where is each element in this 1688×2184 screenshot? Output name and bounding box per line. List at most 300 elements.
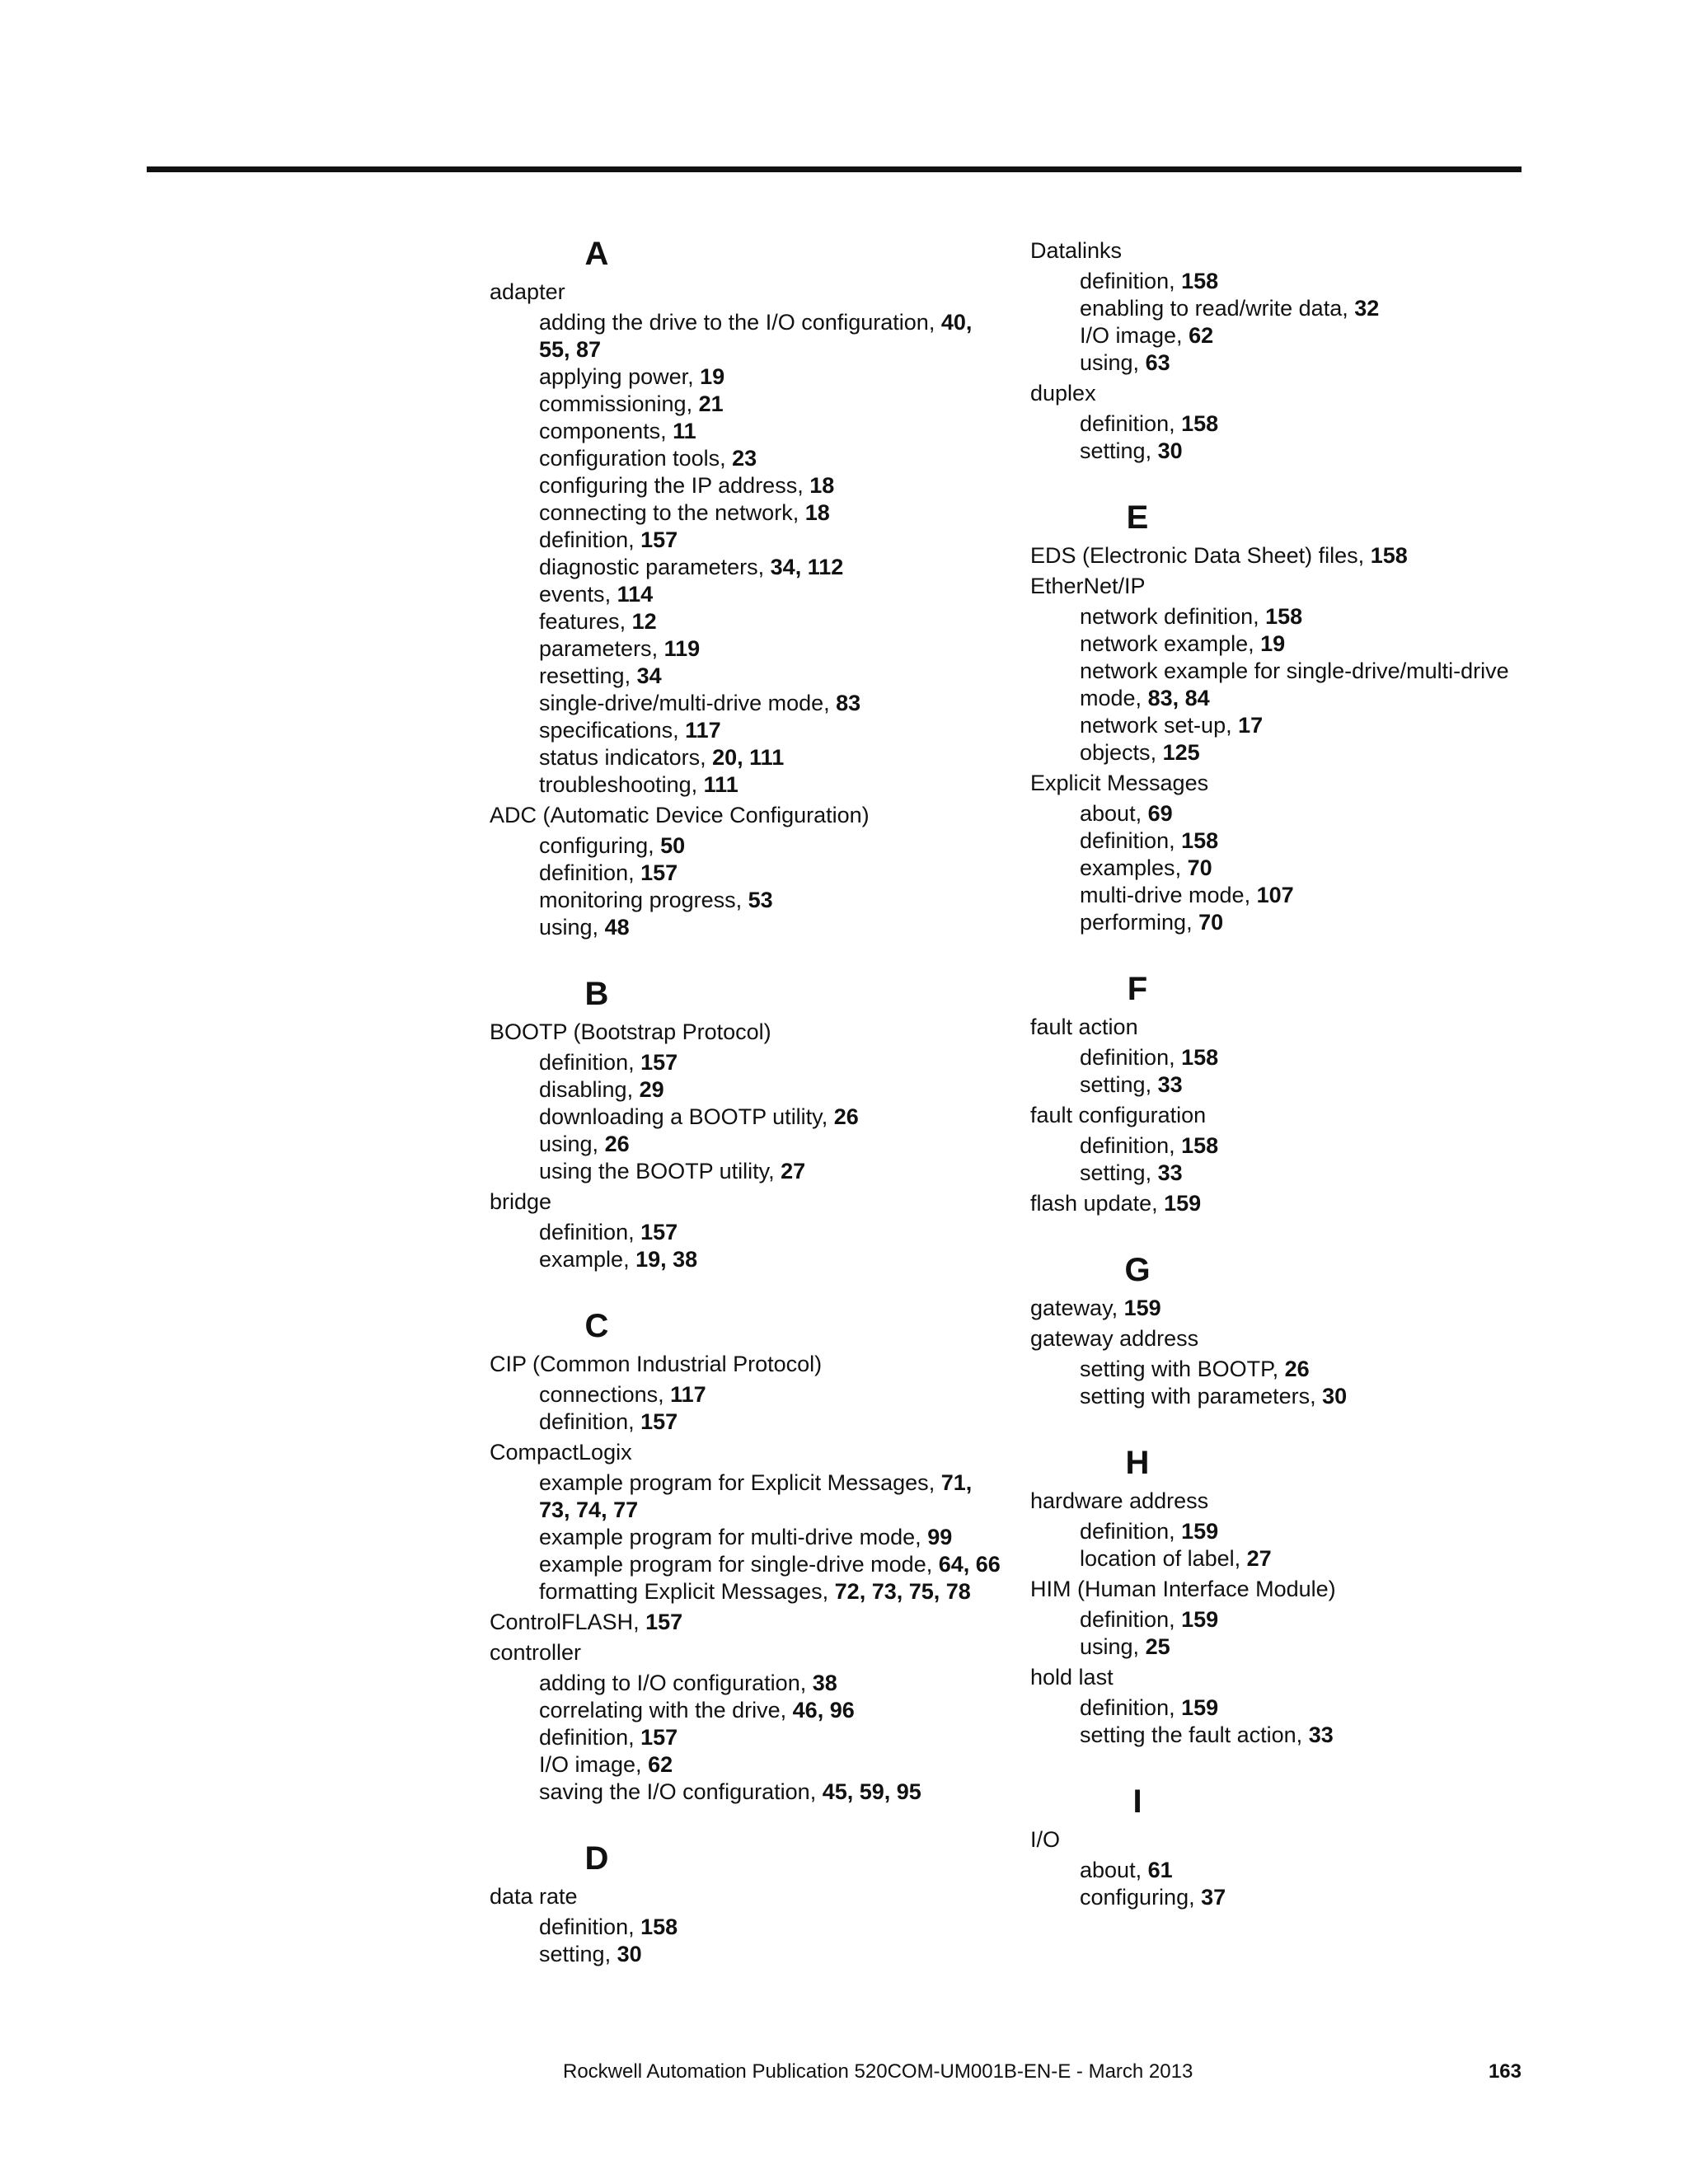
section-letter: C bbox=[584, 1308, 609, 1344]
subentry-text: setting with BOOTP bbox=[1080, 1357, 1273, 1381]
term-text: BOOTP (Bootstrap Protocol) bbox=[490, 1019, 771, 1044]
page-refs: 99 bbox=[927, 1525, 953, 1549]
page-refs: 26 bbox=[1284, 1357, 1310, 1381]
index-term bbox=[1030, 380, 1541, 407]
index-section bbox=[490, 237, 1001, 941]
subentry-text: disabling bbox=[539, 1077, 627, 1102]
page-refs: 119 bbox=[663, 636, 701, 661]
index-subentry: network set-up, 17 bbox=[1080, 713, 1264, 738]
subentry-text: definition bbox=[1080, 411, 1170, 436]
page-refs: 53 bbox=[748, 888, 773, 912]
index-subentry: connecting to the network, 18 bbox=[539, 500, 830, 525]
section-letter: A bbox=[584, 236, 609, 272]
page-refs: 19 bbox=[700, 364, 725, 389]
subentry-text: downloading a BOOTP utility bbox=[539, 1104, 822, 1129]
subentry-text: adding the drive to the I/O configuration bbox=[539, 310, 929, 335]
index-subentry: saving the I/O configuration, 45, 59, 95 bbox=[539, 1779, 921, 1804]
index-subentry: configuring, 50 bbox=[539, 833, 686, 858]
page-refs: 32 bbox=[1354, 296, 1380, 321]
page-refs: 26 bbox=[604, 1132, 630, 1156]
page-refs: 34 bbox=[636, 663, 662, 688]
index-subentry: status indicators, 20, 111 bbox=[539, 745, 785, 770]
index-subentry: setting, 33 bbox=[1080, 1160, 1183, 1185]
term-text: adapter bbox=[490, 279, 565, 304]
page-refs: 33 bbox=[1157, 1072, 1183, 1097]
index-subentry: configuration tools, 23 bbox=[539, 446, 757, 471]
subentry-text: using bbox=[539, 915, 593, 940]
page-refs: 20, 111 bbox=[712, 745, 785, 770]
subentry-text: definition bbox=[539, 527, 629, 552]
page-refs: 157 bbox=[640, 1220, 678, 1244]
page-refs: 33 bbox=[1308, 1722, 1334, 1747]
index-subentry: definition, 159 bbox=[1080, 1607, 1219, 1632]
index-subentry: network example, 19 bbox=[1080, 631, 1286, 656]
index-section bbox=[1030, 1785, 1541, 1911]
index-entry bbox=[490, 1883, 1001, 1968]
section-letter: G bbox=[1124, 1252, 1151, 1288]
page-refs: 25 bbox=[1145, 1634, 1170, 1659]
subentry-text: network example bbox=[1080, 631, 1249, 656]
index-column-right bbox=[1030, 237, 1541, 1947]
index-subentry: multi-drive mode, 107 bbox=[1080, 883, 1294, 907]
index-subentry: using, 26 bbox=[539, 1132, 630, 1156]
subentry-text: definition bbox=[1080, 1045, 1170, 1070]
term-text: controller bbox=[490, 1640, 582, 1665]
index-subentry: features, 12 bbox=[539, 609, 657, 634]
index-entry bbox=[1030, 237, 1541, 377]
index-section bbox=[1030, 1446, 1541, 1749]
index-subentry: about, 61 bbox=[1080, 1858, 1173, 1882]
term-text: Datalinks bbox=[1030, 238, 1123, 263]
index-subentry: definition, 157 bbox=[539, 1725, 678, 1750]
index-subentry: commissioning, 21 bbox=[539, 391, 724, 416]
index-subentry: example program for Explicit Messages, 71, 73, 74, 77 bbox=[539, 1470, 973, 1522]
page-number: 163 bbox=[1488, 2060, 1522, 2083]
index-subentry: definition, 157 bbox=[539, 1409, 678, 1434]
page-refs: 107 bbox=[1256, 883, 1294, 907]
term-text: Explicit Messages bbox=[1030, 771, 1209, 795]
subentry-text: enabling to read/write data bbox=[1080, 296, 1343, 321]
page-refs: 157 bbox=[640, 860, 678, 885]
term-text: gateway bbox=[1030, 1296, 1112, 1320]
page-refs: 45, 59, 95 bbox=[822, 1779, 921, 1804]
index-term: EDS (Electronic Data Sheet) files, 158 bbox=[1030, 543, 1408, 568]
subentry-text: using bbox=[539, 1132, 593, 1156]
page-refs: 159 bbox=[1181, 1607, 1219, 1632]
index-subentry: components, 11 bbox=[539, 419, 696, 443]
page-refs: 23 bbox=[732, 446, 757, 471]
page-refs: 70 bbox=[1198, 910, 1224, 935]
index-entry bbox=[1030, 1014, 1541, 1099]
subentry-text: applying power bbox=[539, 364, 688, 389]
page-refs: 125 bbox=[1162, 740, 1200, 765]
subentry-text: single-drive/multi-drive mode bbox=[539, 691, 824, 715]
page-refs: 30 bbox=[617, 1942, 642, 1966]
page-refs: 18 bbox=[804, 500, 830, 525]
index-term: flash update, 159 bbox=[1030, 1191, 1202, 1216]
term-text: gateway address bbox=[1030, 1326, 1199, 1351]
page-refs: 158 bbox=[1181, 828, 1219, 853]
subentry-text: definition bbox=[539, 1409, 629, 1434]
term-text: EDS (Electronic Data Sheet) files bbox=[1030, 543, 1358, 568]
index-entry bbox=[490, 1609, 1001, 1636]
index-subentry: disabling, 29 bbox=[539, 1077, 664, 1102]
index-subentry: diagnostic parameters, 34, 112 bbox=[539, 555, 844, 579]
page-refs: 158 bbox=[640, 1915, 678, 1939]
index-section bbox=[1030, 237, 1541, 465]
page-refs: 158 bbox=[1181, 1133, 1219, 1158]
index-entry bbox=[1030, 1576, 1541, 1661]
subentry-text: components bbox=[539, 419, 661, 443]
index-subentry: I/O image, 62 bbox=[539, 1752, 673, 1777]
index-section bbox=[490, 1842, 1001, 1968]
index-subentry: configuring, 37 bbox=[1080, 1885, 1226, 1910]
term-text: ControlFLASH bbox=[490, 1610, 634, 1634]
term-text: duplex bbox=[1030, 381, 1096, 405]
index-term bbox=[1030, 1488, 1541, 1515]
page-refs: 158 bbox=[1181, 1045, 1219, 1070]
subentry-text: I/O image bbox=[539, 1752, 636, 1777]
page-refs: 158 bbox=[1181, 269, 1219, 293]
index-subentry: definition, 158 bbox=[1080, 828, 1219, 853]
page-refs: 159 bbox=[1181, 1695, 1219, 1720]
index-entry bbox=[1030, 1826, 1541, 1911]
index-subentry: downloading a BOOTP utility, 26 bbox=[539, 1104, 859, 1129]
subentry-text: connections bbox=[539, 1382, 659, 1407]
subentry-text: definition bbox=[1080, 1519, 1170, 1544]
page-refs: 71, 73, 74, 77 bbox=[539, 1470, 973, 1522]
subentry-text: events bbox=[539, 582, 605, 607]
index-term bbox=[1030, 573, 1541, 600]
index-term bbox=[1030, 1102, 1541, 1129]
section-letter: F bbox=[1127, 971, 1148, 1007]
index-subentry: adding to I/O configuration, 38 bbox=[539, 1671, 837, 1695]
subentry-text: definition bbox=[1080, 1607, 1170, 1632]
index-subentry: setting, 30 bbox=[1080, 438, 1183, 463]
subentry-text: troubleshooting bbox=[539, 772, 692, 797]
index-subentry: adding the drive to the I/O configuration, 40, 55, 87 bbox=[539, 310, 973, 362]
page-refs: 64, 66 bbox=[938, 1552, 1001, 1577]
section-letter: I bbox=[1132, 1783, 1142, 1820]
subentry-text: setting bbox=[1080, 1160, 1146, 1185]
page-refs: 18 bbox=[809, 473, 835, 498]
page-refs: 48 bbox=[604, 915, 630, 940]
subentry-text: setting bbox=[539, 1942, 605, 1966]
subentry-text: configuring bbox=[539, 833, 649, 858]
index-term bbox=[1030, 1325, 1541, 1352]
index-entry bbox=[1030, 1325, 1541, 1410]
index-subentry: about, 69 bbox=[1080, 801, 1173, 826]
index-section bbox=[1030, 972, 1541, 1217]
page-refs: 157 bbox=[640, 527, 678, 552]
page-refs: 30 bbox=[1157, 438, 1183, 463]
subentry-text: adding to I/O configuration bbox=[539, 1671, 800, 1695]
page-refs: 159 bbox=[1181, 1519, 1219, 1544]
page-refs: 27 bbox=[781, 1159, 806, 1183]
index-subentry: resetting, 34 bbox=[539, 663, 662, 688]
index-subentry: configuring the IP address, 18 bbox=[539, 473, 835, 498]
index-term bbox=[1030, 1826, 1541, 1854]
subentry-text: network definition bbox=[1080, 604, 1254, 629]
subentry-text: commissioning bbox=[539, 391, 687, 416]
page-refs: 117 bbox=[685, 718, 721, 743]
subentry-text: setting bbox=[1080, 1072, 1146, 1097]
index-term bbox=[1030, 237, 1541, 265]
term-text: fault configuration bbox=[1030, 1103, 1207, 1127]
subentry-text: performing bbox=[1080, 910, 1187, 935]
index-subentry: specifications, 117 bbox=[539, 718, 721, 743]
index-subentry: performing, 70 bbox=[1080, 910, 1224, 935]
subentry-text: example program for multi-drive mode bbox=[539, 1525, 916, 1549]
index-column-left bbox=[490, 237, 1001, 2004]
subentry-text: setting with parameters bbox=[1080, 1384, 1311, 1408]
page-refs: 62 bbox=[648, 1752, 673, 1777]
top-rule bbox=[147, 166, 1522, 172]
subentry-text: definition bbox=[1080, 269, 1170, 293]
page-refs: 158 bbox=[1181, 411, 1219, 436]
index-subentry: using, 25 bbox=[1080, 1634, 1170, 1659]
subentry-text: example program for Explicit Messages bbox=[539, 1470, 929, 1495]
index-subentry: examples, 70 bbox=[1080, 855, 1212, 880]
index-subentry: example, 19, 38 bbox=[539, 1247, 698, 1272]
page-refs: 63 bbox=[1145, 350, 1170, 375]
page-refs: 40, 55, 87 bbox=[539, 310, 973, 362]
index-subentry: network example for single-drive/multi-drive mode, 83, 84 bbox=[1080, 658, 1509, 710]
term-text: CompactLogix bbox=[490, 1440, 632, 1465]
page-refs: 19, 38 bbox=[635, 1247, 698, 1272]
index-term: ControlFLASH, 157 bbox=[490, 1610, 683, 1634]
index-subentry: definition, 159 bbox=[1080, 1695, 1219, 1720]
subentry-text: configuring bbox=[1080, 1885, 1189, 1910]
term-text: HIM (Human Interface Module) bbox=[1030, 1577, 1336, 1601]
index-subentry: location of label, 27 bbox=[1080, 1546, 1272, 1571]
subentry-text: network set-up bbox=[1080, 713, 1226, 738]
page-refs: 61 bbox=[1147, 1858, 1173, 1882]
subentry-text: definition bbox=[539, 1220, 629, 1244]
page-refs: 50 bbox=[660, 833, 686, 858]
index-subentry: example program for single-drive mode, 64, 66 bbox=[539, 1552, 1001, 1577]
index-subentry: setting the fault action, 33 bbox=[1080, 1722, 1334, 1747]
page-refs: 83, 84 bbox=[1147, 686, 1210, 710]
index-entry bbox=[1030, 770, 1541, 936]
section-letter: D bbox=[584, 1840, 609, 1877]
index-term bbox=[490, 279, 1001, 306]
page-refs: 157 bbox=[640, 1725, 678, 1750]
subentry-text: configuring the IP address bbox=[539, 473, 798, 498]
term-text: ADC (Automatic Device Configuration) bbox=[490, 803, 870, 827]
page-refs: 33 bbox=[1157, 1160, 1183, 1185]
index-term bbox=[1030, 1576, 1541, 1603]
index-entry bbox=[1030, 1102, 1541, 1187]
index-section bbox=[490, 1310, 1001, 1806]
index-subentry: enabling to read/write data, 32 bbox=[1080, 296, 1380, 321]
page-refs: 37 bbox=[1201, 1885, 1226, 1910]
subentry-text: status indicators bbox=[539, 745, 701, 770]
index-subentry: single-drive/multi-drive mode, 83 bbox=[539, 691, 861, 715]
index-entry bbox=[1030, 542, 1541, 569]
index-subentry: definition, 158 bbox=[1080, 1045, 1219, 1070]
subentry-text: resetting bbox=[539, 663, 625, 688]
index-subentry: setting, 33 bbox=[1080, 1072, 1183, 1097]
index-entry bbox=[1030, 1190, 1541, 1217]
subentry-text: definition bbox=[539, 1050, 629, 1075]
index-term bbox=[490, 1351, 1001, 1378]
index-term bbox=[1030, 770, 1541, 797]
page-refs: 111 bbox=[703, 772, 738, 797]
subentry-text: I/O image bbox=[1080, 323, 1177, 348]
term-text: data rate bbox=[490, 1884, 578, 1909]
index-entry bbox=[1030, 1664, 1541, 1749]
index-subentry: example program for multi-drive mode, 99 bbox=[539, 1525, 953, 1549]
index-term bbox=[490, 1883, 1001, 1910]
term-text: EtherNet/IP bbox=[1030, 574, 1146, 598]
index-entry bbox=[490, 1351, 1001, 1436]
page-refs: 72, 73, 75, 78 bbox=[834, 1579, 971, 1604]
page-refs: 34, 112 bbox=[770, 555, 844, 579]
index-section bbox=[490, 977, 1001, 1273]
subentry-text: about bbox=[1080, 1858, 1136, 1882]
subentry-text: definition bbox=[1080, 1695, 1170, 1720]
page-refs: 26 bbox=[833, 1104, 859, 1129]
index-subentry: setting with parameters, 30 bbox=[1080, 1384, 1348, 1408]
page-refs: 19 bbox=[1260, 631, 1286, 656]
page-refs: 83 bbox=[836, 691, 861, 715]
subentry-text: monitoring progress bbox=[539, 888, 736, 912]
subentry-text: network example for single-drive/multi-drive mode bbox=[1080, 658, 1509, 710]
index-subentry: formatting Explicit Messages, 72, 73, 75, 78 bbox=[539, 1579, 971, 1604]
index-term bbox=[1030, 1664, 1541, 1691]
page-refs: 17 bbox=[1238, 713, 1264, 738]
subentry-text: configuration tools bbox=[539, 446, 720, 471]
page-refs: 29 bbox=[639, 1077, 664, 1102]
index-term bbox=[490, 1639, 1001, 1666]
subentry-text: using bbox=[1080, 350, 1133, 375]
index-entry bbox=[490, 279, 1001, 799]
index-term bbox=[490, 1019, 1001, 1046]
subentry-text: using the BOOTP utility bbox=[539, 1159, 769, 1183]
index-entry bbox=[490, 1639, 1001, 1806]
footer-publication: Rockwell Automation Publication 520COM-UM001B-EN-E - March 2013 bbox=[563, 2060, 1193, 2083]
page-refs: 70 bbox=[1187, 855, 1212, 880]
index-subentry: definition, 159 bbox=[1080, 1519, 1219, 1544]
index-term bbox=[1030, 1014, 1541, 1041]
subentry-text: setting the fault action bbox=[1080, 1722, 1296, 1747]
index-subentry: using the BOOTP utility, 27 bbox=[539, 1159, 806, 1183]
subentry-text: about bbox=[1080, 801, 1136, 826]
subentry-text: using bbox=[1080, 1634, 1133, 1659]
subentry-text: diagnostic parameters bbox=[539, 555, 758, 579]
subentry-text: multi-drive mode bbox=[1080, 883, 1245, 907]
page-refs: 114 bbox=[617, 582, 654, 607]
subentry-text: formatting Explicit Messages bbox=[539, 1579, 823, 1604]
page-refs: 69 bbox=[1147, 801, 1173, 826]
page-refs: 117 bbox=[670, 1382, 706, 1407]
index-subentry: I/O image, 62 bbox=[1080, 323, 1214, 348]
subentry-text: parameters bbox=[539, 636, 652, 661]
index-subentry: using, 48 bbox=[539, 915, 630, 940]
subentry-text: examples bbox=[1080, 855, 1175, 880]
page-refs: 157 bbox=[640, 1409, 678, 1434]
page-refs: 157 bbox=[645, 1610, 683, 1634]
page-refs: 157 bbox=[640, 1050, 678, 1075]
subentry-text: definition bbox=[1080, 828, 1170, 853]
index-subentry: definition, 157 bbox=[539, 1050, 678, 1075]
term-text: I/O bbox=[1030, 1827, 1061, 1852]
term-text: bridge bbox=[490, 1189, 552, 1214]
term-text: hardware address bbox=[1030, 1488, 1209, 1513]
index-entry bbox=[490, 802, 1001, 941]
term-text: hold last bbox=[1030, 1665, 1114, 1690]
section-letter: B bbox=[584, 976, 609, 1012]
subentry-text: location of label bbox=[1080, 1546, 1235, 1571]
subentry-text: connecting to the network bbox=[539, 500, 793, 525]
index-subentry: definition, 157 bbox=[539, 860, 678, 885]
index-section bbox=[1030, 1254, 1541, 1410]
index-subentry: definition, 157 bbox=[539, 527, 678, 552]
page-refs: 158 bbox=[1370, 543, 1408, 568]
index-subentry: definition, 158 bbox=[1080, 269, 1219, 293]
index-subentry: objects, 125 bbox=[1080, 740, 1200, 765]
page-refs: 38 bbox=[812, 1671, 837, 1695]
subentry-text: setting bbox=[1080, 438, 1146, 463]
index-subentry: using, 63 bbox=[1080, 350, 1170, 375]
index-subentry: parameters, 119 bbox=[539, 636, 701, 661]
index-subentry: events, 114 bbox=[539, 582, 654, 607]
index-subentry: applying power, 19 bbox=[539, 364, 725, 389]
index-subentry: correlating with the drive, 46, 96 bbox=[539, 1698, 855, 1722]
index-entry bbox=[1030, 380, 1541, 465]
subentry-text: definition bbox=[539, 860, 629, 885]
index-term bbox=[490, 1188, 1001, 1216]
index-subentry: definition, 157 bbox=[539, 1220, 678, 1244]
index-entry bbox=[490, 1188, 1001, 1273]
index-subentry: setting, 30 bbox=[539, 1942, 642, 1966]
page-refs: 159 bbox=[1164, 1191, 1202, 1216]
index-subentry: setting with BOOTP, 26 bbox=[1080, 1357, 1310, 1381]
page-refs: 11 bbox=[673, 419, 696, 443]
index-subentry: definition, 158 bbox=[539, 1915, 678, 1939]
subentry-text: correlating with the drive bbox=[539, 1698, 781, 1722]
index-entry bbox=[490, 1439, 1001, 1605]
subentry-text: features bbox=[539, 609, 620, 634]
subentry-text: definition bbox=[539, 1725, 629, 1750]
page-refs: 12 bbox=[631, 609, 657, 634]
page-refs: 21 bbox=[698, 391, 724, 416]
index-entry bbox=[1030, 573, 1541, 766]
page-refs: 158 bbox=[1265, 604, 1303, 629]
index-subentry: connections, 117 bbox=[539, 1382, 706, 1407]
term-text: CIP (Common Industrial Protocol) bbox=[490, 1352, 823, 1376]
page-refs: 46, 96 bbox=[792, 1698, 855, 1722]
index-subentry: network definition, 158 bbox=[1080, 604, 1303, 629]
subentry-text: objects bbox=[1080, 740, 1151, 765]
index-term bbox=[490, 802, 1001, 829]
term-text: fault action bbox=[1030, 1015, 1138, 1039]
page-refs: 30 bbox=[1322, 1384, 1348, 1408]
index-subentry: definition, 158 bbox=[1080, 411, 1219, 436]
index-term: gateway, 159 bbox=[1030, 1296, 1161, 1320]
index-entry bbox=[490, 1019, 1001, 1185]
section-letter: H bbox=[1125, 1445, 1150, 1481]
subentry-text: example bbox=[539, 1247, 624, 1272]
index-term bbox=[490, 1439, 1001, 1466]
page-refs: 159 bbox=[1123, 1296, 1161, 1320]
index-subentry: monitoring progress, 53 bbox=[539, 888, 773, 912]
term-text: flash update bbox=[1030, 1191, 1152, 1216]
subentry-text: example program for single-drive mode bbox=[539, 1552, 926, 1577]
index-entry bbox=[1030, 1488, 1541, 1572]
section-letter: E bbox=[1126, 499, 1149, 536]
